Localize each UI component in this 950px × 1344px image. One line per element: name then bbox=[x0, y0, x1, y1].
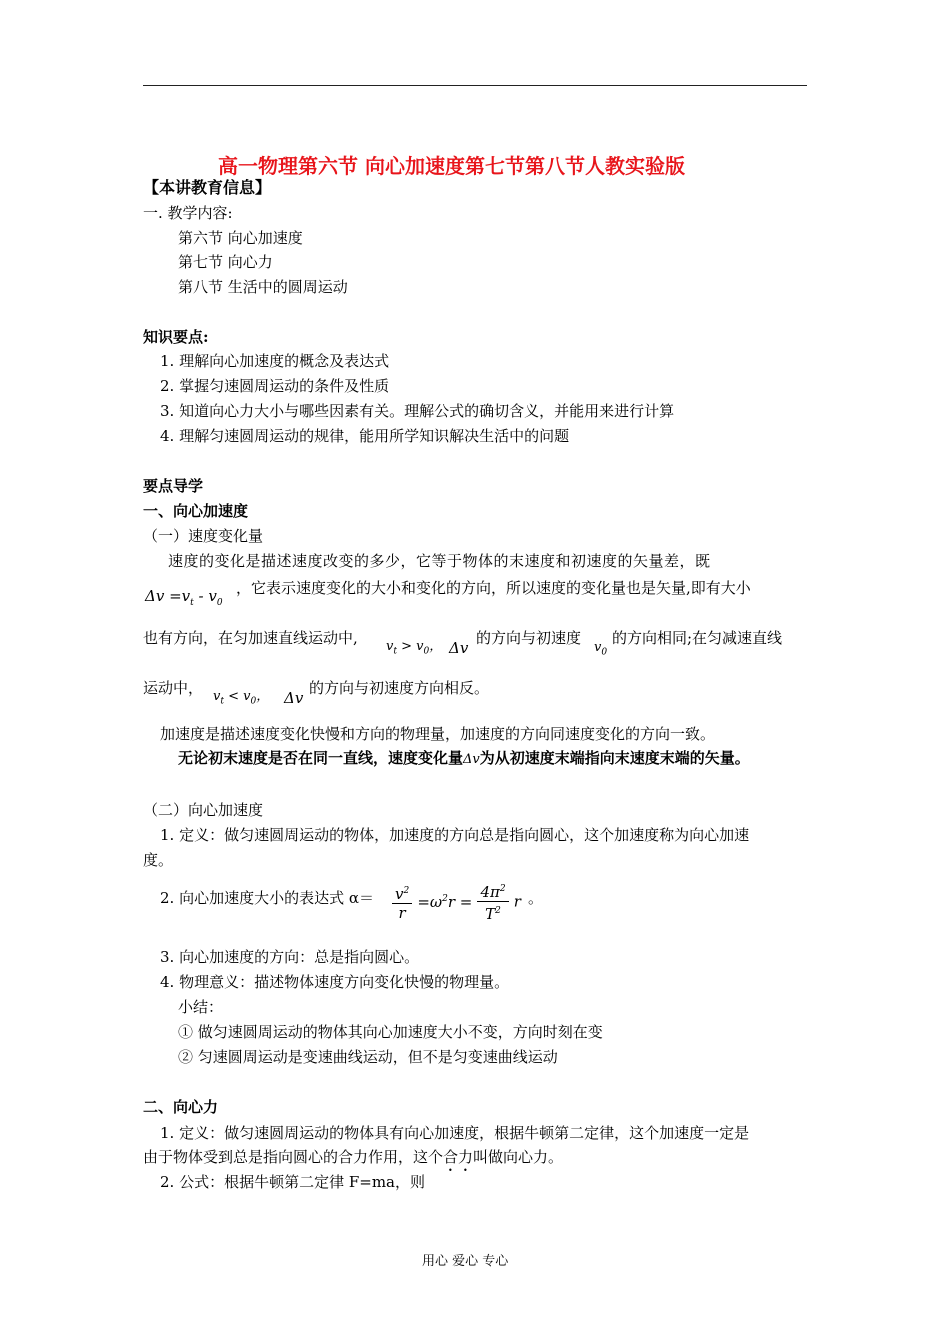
formula-vt-lt-v0: $v_t < v_0$， bbox=[213, 689, 270, 707]
emphasized-term: 合力 bbox=[443, 1148, 474, 1166]
guide-heading: 要点导学 bbox=[143, 477, 204, 495]
paragraph-line: 加速度是描述速度变化快慢和方向的物理量，加速度的方向同速度变化的方向一致。 bbox=[160, 725, 716, 743]
paragraph-line: 也有方向，在匀加速直线运动中, bbox=[143, 629, 358, 647]
formula-delta-v-symbol: Δv bbox=[449, 639, 469, 657]
knowledge-heading: 知识要点: bbox=[143, 328, 209, 346]
summary-item: ① 做匀速圆周运动的物体其向心加速度大小不变，方向时刻在变 bbox=[178, 1023, 603, 1041]
subsection-2-heading: （二）向心加速度 bbox=[143, 801, 264, 819]
formula-delta-v-symbol: Δv bbox=[284, 689, 304, 707]
paragraph-line bbox=[143, 1147, 563, 1175]
paragraph-line: 1. 定义：做匀速圆周运动的物体，加速度的方向总是指向圆心，这个加速度称为向心加速 bbox=[160, 826, 750, 844]
subsection-1-heading: （一）速度变化量 bbox=[143, 527, 264, 545]
summary-item: ② 匀速圆周运动是变速曲线运动，但不是匀变速曲线运动 bbox=[178, 1048, 558, 1066]
paragraph-line: ，它表示速度变化的大小和变化的方向，所以速度的变化量也是矢量,即有大小 bbox=[236, 579, 751, 597]
paragraph-text: 的方向与初速度 bbox=[476, 629, 582, 647]
section-2-heading: 二、向心力 bbox=[143, 1098, 219, 1116]
paragraph-line: 3. 向心加速度的方向：总是指向圆心。 bbox=[160, 948, 420, 966]
info-header: 【本讲教育信息】 bbox=[143, 178, 272, 197]
formula-v0: $v_0$ bbox=[594, 640, 608, 658]
paragraph-line: 速度的变化是描述速度改变的多少，它等于物体的末速度和初速度的矢量差，既 bbox=[168, 552, 711, 570]
header-rule bbox=[143, 85, 807, 86]
paragraph-line: 1. 定义：做匀速圆周运动的物体具有向心加速度，根据牛顿第二定律，这个加速度一定是 bbox=[160, 1124, 750, 1142]
summary-label: 小结： bbox=[178, 998, 224, 1016]
teaching-heading: 一. 教学内容: bbox=[143, 204, 233, 222]
paragraph-text: 的方向与初速度方向相反。 bbox=[309, 679, 490, 697]
paragraph-text: 的方向相同;在匀减速直线 bbox=[612, 629, 783, 647]
page-title: 高一物理第六节 向心加速度第七节第八节人教实验版 bbox=[218, 154, 685, 178]
paragraph-line: 2. 向心加速度大小的表达式 α＝ bbox=[160, 889, 374, 907]
formula-centripetal-acceleration: $\frac{v^2}{r}$ $=\omega^2r$ = $\frac{4\pi^2}{T^2}$ r bbox=[392, 880, 521, 923]
paragraph-text: 由于物体受到总是指向圆心的合力作用，这个 bbox=[143, 1148, 444, 1166]
formula-vt-gt-v0: $v_t > v_0$， bbox=[386, 639, 443, 657]
paragraph-text: 。 bbox=[528, 889, 544, 907]
knowledge-item: 1. 理解向心加速度的概念及表达式 bbox=[160, 352, 390, 370]
knowledge-item: 3. 知道向心力大小与哪些因素有关。理解公式的确切含义，并能用来进行计算 bbox=[160, 402, 675, 420]
bold-statement-part: 为从初速度末端指向末速度末端的矢量。 bbox=[479, 749, 750, 767]
page-footer: 用心 爱心 专心 bbox=[422, 1254, 509, 1269]
paragraph-line: 运动中， bbox=[143, 679, 204, 697]
paragraph-line: 2. 公式：根据牛顿第二定律 F=ma，则 bbox=[160, 1173, 425, 1191]
bold-statement bbox=[178, 748, 750, 770]
teaching-item: 第七节 向心力 bbox=[178, 253, 273, 271]
bold-statement-part: 无论初末速度是否在同一直线，速度变化量 bbox=[178, 749, 464, 767]
formula-delta-v: $\Delta v =v_t - v_0$ bbox=[145, 587, 223, 608]
teaching-item: 第八节 生活中的圆周运动 bbox=[178, 278, 348, 296]
section-1-heading: 一、向心加速度 bbox=[143, 502, 249, 520]
formula-delta-v-symbol: Δv bbox=[463, 752, 480, 767]
paragraph-text: 叫做向心力。 bbox=[473, 1148, 564, 1166]
knowledge-item: 4. 理解匀速圆周运动的规律，能用所学知识解决生活中的问题 bbox=[160, 427, 570, 445]
teaching-item: 第六节 向心加速度 bbox=[178, 229, 303, 247]
paragraph-line: 4. 物理意义：描述物体速度方向变化快慢的物理量。 bbox=[160, 973, 510, 991]
paragraph-line: 度。 bbox=[143, 851, 174, 869]
knowledge-item: 2. 掌握匀速圆周运动的条件及性质 bbox=[160, 377, 390, 395]
